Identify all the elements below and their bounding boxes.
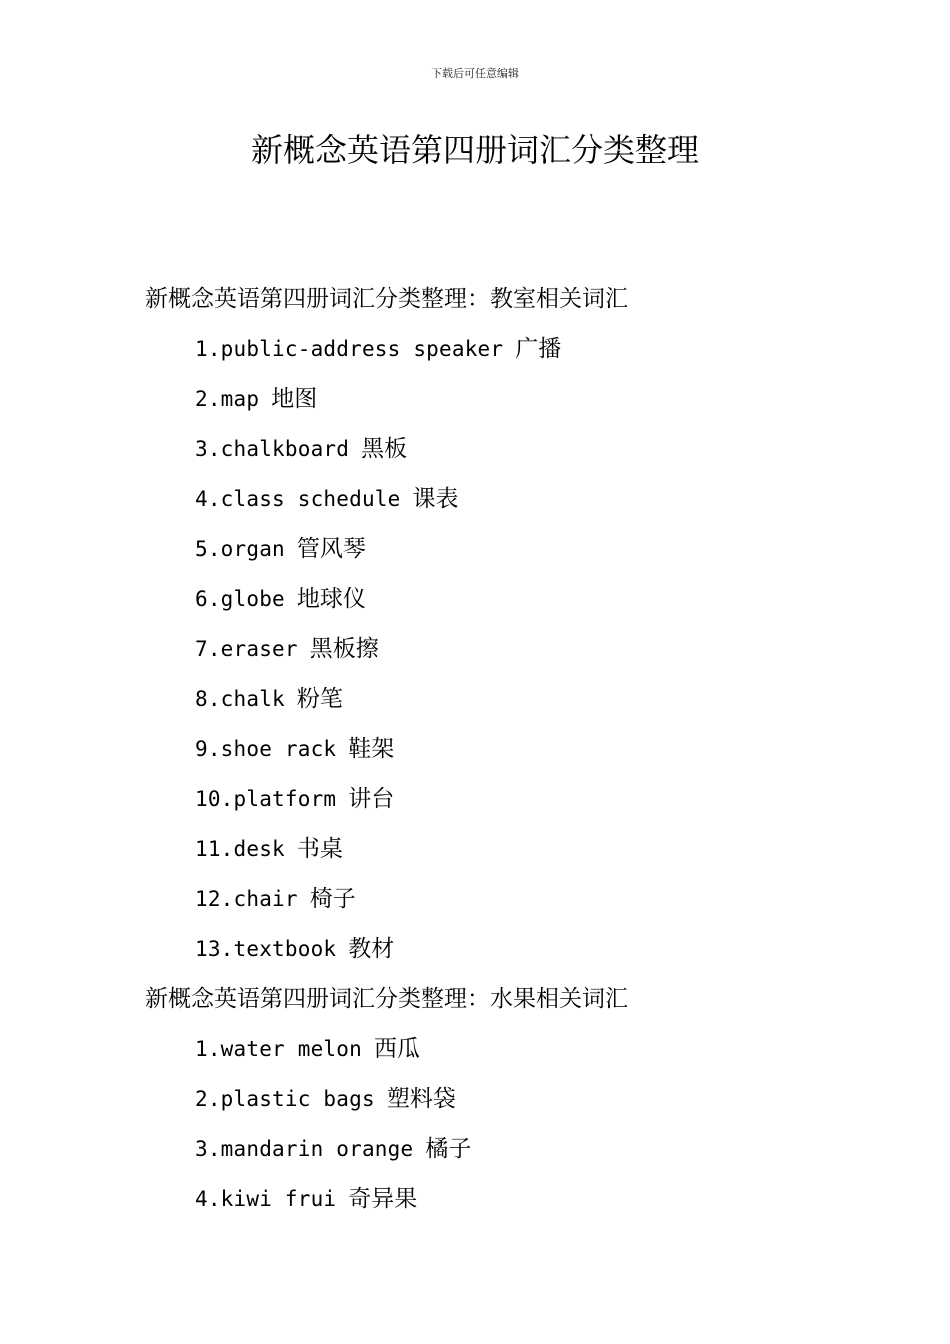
chinese-translation: 黑板擦: [309, 636, 379, 662]
vocabulary-item: [145, 374, 905, 424]
english-term: 5.organ: [195, 537, 285, 561]
section-heading: 新概念英语第四册词汇分类整理：水果相关词汇: [145, 986, 628, 1012]
vocabulary-item: [145, 474, 905, 524]
english-term: 2.map: [195, 387, 260, 411]
chinese-translation: 椅子: [309, 886, 356, 912]
vocabulary-item: [145, 1024, 905, 1074]
vocabulary-item: [145, 624, 905, 674]
chinese-translation: 鞋架: [348, 736, 395, 762]
vocabulary-item: [145, 1174, 905, 1224]
english-term: 12.chair: [195, 887, 298, 911]
vocabulary-item: [145, 924, 905, 974]
vocabulary-item: [145, 774, 905, 824]
vocabulary-item: [145, 1124, 905, 1174]
vocabulary-list: [145, 324, 905, 974]
chinese-translation: 管风琴: [296, 536, 366, 562]
section-classroom-vocabulary: [145, 274, 905, 974]
english-term: 2.plastic bags: [195, 1087, 375, 1111]
vocabulary-item: [145, 324, 905, 374]
english-term: 7.eraser: [195, 637, 298, 661]
document-title: 新概念英语第四册词汇分类整理: [250, 131, 699, 169]
chinese-translation: 奇异果: [348, 1186, 418, 1212]
chinese-translation: 黑板: [361, 436, 408, 462]
chinese-translation: 讲台: [348, 786, 395, 812]
vocabulary-item: [145, 824, 905, 874]
chinese-translation: 西瓜: [373, 1036, 420, 1062]
english-term: 4.class schedule: [195, 487, 401, 511]
vocabulary-item: [145, 874, 905, 924]
vocabulary-item: [145, 574, 905, 624]
english-term: 13.textbook: [195, 937, 337, 961]
chinese-translation: 课表: [412, 486, 459, 512]
english-term: 6.globe: [195, 587, 285, 611]
english-term: 8.chalk: [195, 687, 285, 711]
vocabulary-item: [145, 1074, 905, 1124]
chinese-translation: 橘子: [425, 1136, 472, 1162]
section-heading: 新概念英语第四册词汇分类整理：教室相关词汇: [145, 286, 628, 312]
vocabulary-list: [145, 1024, 905, 1224]
english-term: 11.desk: [195, 837, 285, 861]
chinese-translation: 塑料袋: [386, 1086, 456, 1112]
vocabulary-item: [145, 724, 905, 774]
english-term: 10.platform: [195, 787, 337, 811]
english-term: 4.kiwi frui: [195, 1187, 337, 1211]
english-term: 1.public-address speaker: [195, 337, 504, 361]
english-term: 3.mandarin orange: [195, 1137, 414, 1161]
vocabulary-item: [145, 674, 905, 724]
chinese-translation: 广播: [515, 336, 562, 362]
chinese-translation: 地球仪: [296, 586, 366, 612]
english-term: 3.chalkboard: [195, 437, 350, 461]
document-body: [145, 274, 905, 1224]
english-term: 9.shoe rack: [195, 737, 337, 761]
section-fruit-vocabulary: [145, 974, 905, 1224]
chinese-translation: 书桌: [296, 836, 343, 862]
chinese-translation: 教材: [348, 936, 395, 962]
chinese-translation: 粉笔: [296, 686, 343, 712]
chinese-translation: 地图: [271, 386, 318, 412]
english-term: 1.water melon: [195, 1037, 362, 1061]
vocabulary-item: [145, 524, 905, 574]
vocabulary-item: [145, 424, 905, 474]
page-header: 下载后可任意编辑: [431, 67, 519, 80]
